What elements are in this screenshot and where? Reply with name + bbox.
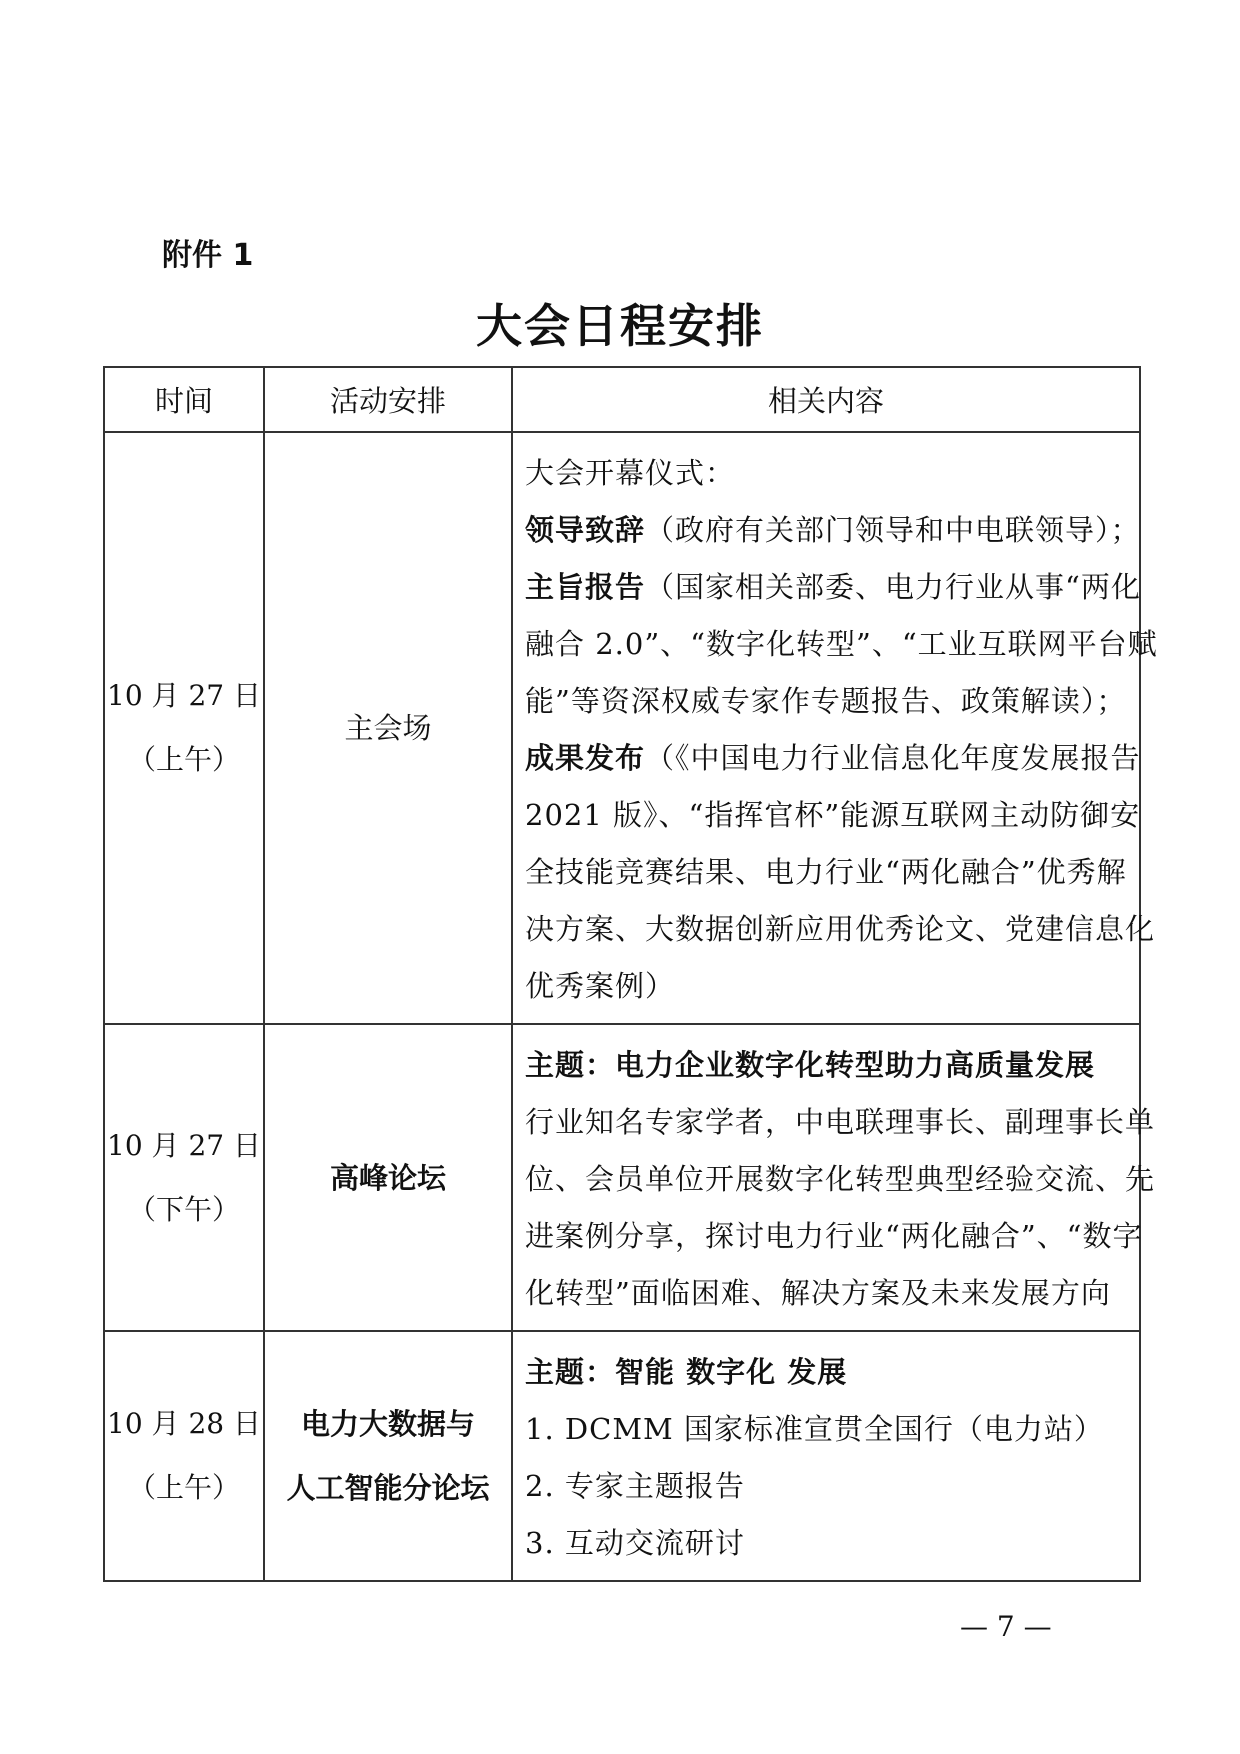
header-content: 相关内容: [512, 367, 1140, 432]
time-date: 10 月 28 日: [107, 1407, 261, 1440]
page-title: 大会日程安排: [476, 299, 764, 353]
activity-cell: [264, 1331, 512, 1581]
content-item: [525, 730, 1141, 787]
activity-cell: [264, 432, 512, 1024]
content-line: 2. 专家主题报告: [525, 1469, 745, 1503]
content-line: 1. DCMM 国家标准宣贯全国行（电力站）: [525, 1412, 1104, 1446]
content-line: 3. 互动交流研讨: [525, 1526, 745, 1560]
attachment-label: 附件 1: [162, 238, 254, 273]
activity-label: 高峰论坛: [329, 1160, 446, 1195]
content-intro: 大会开幕仪式：: [525, 456, 736, 490]
header-activity: 活动安排: [264, 367, 512, 432]
time-cell: [104, 1024, 264, 1331]
content-line: 能”等资深权威专家作专题报告、政策解读）；: [525, 684, 1127, 718]
item-text: （《中国电力行业信息化年度发展报告: [645, 741, 1141, 775]
content-line: 进案例分享，探讨电力行业“两化融合”、“数字: [525, 1219, 1143, 1253]
activity-label: 电力大数据与: [300, 1407, 475, 1441]
content-line: 融合 2.0”、“数字化转型”、“工业互联网平台赋: [525, 627, 1158, 661]
time-period: （上午）: [127, 1471, 240, 1504]
activity-label: 主会场: [344, 711, 432, 745]
item-heading: 领导致辞: [525, 513, 646, 547]
content-theme: 主题：电力企业数字化转型助力高质量发展: [525, 1048, 1096, 1082]
content-line: 化转型”面临困难、解决方案及未来发展方向: [525, 1276, 1111, 1310]
header-time: 时间: [104, 367, 264, 432]
time-cell: [104, 432, 264, 1024]
item-heading: 成果发布: [525, 741, 646, 775]
activity-label: 人工智能分论坛: [286, 1471, 490, 1505]
content-line: 2021 版》、“指挥官杯”能源互联网主动防御安: [525, 798, 1141, 832]
content-line: 决方案、大数据创新应用优秀论文、党建信息化: [525, 912, 1156, 946]
time-cell: [104, 1331, 264, 1581]
time-period: （上午）: [127, 743, 240, 776]
content-line: 全技能竞赛结果、电力行业“两化融合”优秀解: [525, 855, 1127, 889]
content-line: 行业知名专家学者，中电联理事长、副理事长单: [525, 1105, 1156, 1139]
page-number: — 7 —: [960, 1610, 1052, 1643]
content-line: 位、会员单位开展数字化转型典型经验交流、先: [525, 1162, 1156, 1196]
content-cell: [512, 1024, 1156, 1331]
content-cell: [512, 1331, 1140, 1581]
activity-cell: [264, 1024, 512, 1331]
content-line: 优秀案例）: [525, 969, 676, 1003]
table-row: [104, 432, 1140, 1024]
item-heading: 主旨报告: [525, 570, 646, 604]
time-period: （下午）: [127, 1192, 240, 1226]
time-date: 10 月 27 日: [107, 679, 261, 712]
time-date: 10 月 27 日: [107, 1128, 261, 1162]
item-text: （国家相关部委、电力行业从事“两化: [645, 570, 1141, 604]
table-row: [104, 1331, 1140, 1581]
item-text: （政府有关部门领导和中电联领导）；: [645, 513, 1141, 547]
content-item: [525, 559, 1141, 616]
content-cell: [512, 432, 1158, 1024]
schedule-table: [103, 366, 1158, 1582]
table-header-row: [104, 367, 1140, 432]
content-theme: 主题：智能 数字化 发展: [525, 1355, 848, 1389]
content-item: [525, 502, 1141, 559]
table-row: [104, 1024, 1140, 1331]
